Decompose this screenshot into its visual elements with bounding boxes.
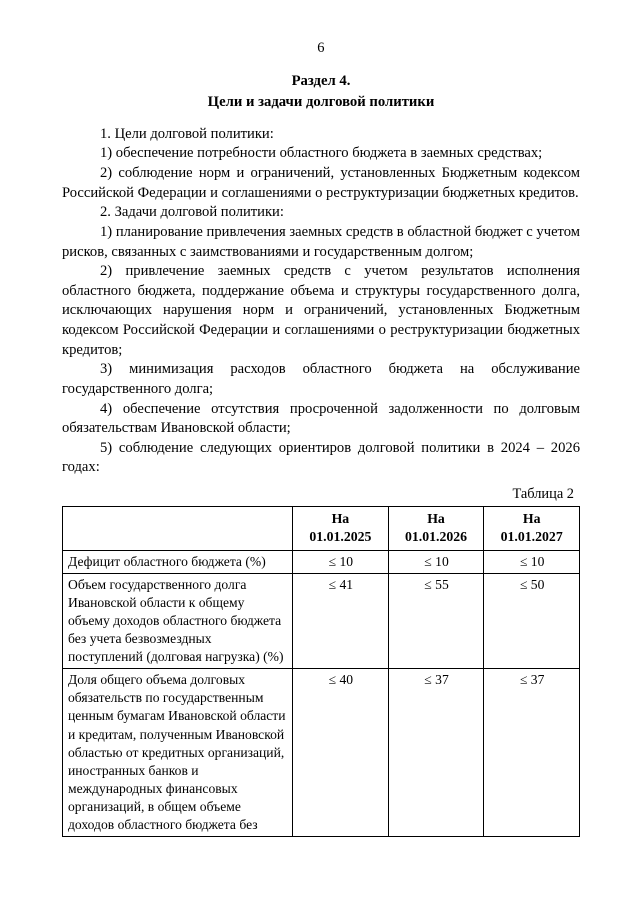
row-label-deficit: Дефицит областного бюджета (%) [63, 550, 293, 573]
row-value-2025: ≤ 40 [293, 669, 389, 837]
paragraph-goal-1: 1) обеспечение потребности областного бюджета в заемных средствах; [100, 145, 543, 162]
row-value-2026: ≤ 37 [388, 669, 484, 837]
row-value-2025: ≤ 41 [293, 573, 389, 668]
row-label-securities-share: Доля общего объема долговых обязательств по государственным ценным бумагам Ивановской области и кредитам, полученным Ивановской областью от кредитных организаций, иностранных банков и международных финансовых организаций, в общем объеме доходов областного бюджета без [63, 669, 293, 837]
table-header-row [63, 507, 580, 551]
table-header-cell-2025 [293, 507, 389, 551]
header-line-2: 01.01.2026 [404, 528, 468, 544]
header-line-2: 01.01.2027 [500, 528, 563, 544]
table-header-cell-label [63, 507, 293, 551]
page-number: 6 [317, 40, 325, 56]
paragraph-task-3: 3) минимизация расходов областного бюджета на обслуживание государственного долга; [62, 361, 580, 397]
table-header-cell-2027 [484, 507, 580, 551]
row-value-2027: ≤ 50 [484, 573, 580, 668]
row-value-2026: ≤ 10 [388, 550, 484, 573]
row-value-2027: ≤ 37 [484, 669, 580, 837]
paragraph-task-5: 5) соблюдение следующих ориентиров долговой политики в 2024 – 2026 годах: [62, 439, 580, 476]
row-value-2025: ≤ 10 [293, 550, 389, 573]
paragraph-task-2: 2) привлечение заемных средств с учетом результатов исполнения областного бюджета, поддержание объема и структуры государственного долга, исключающих нарушения норм и ограничений, установленных Бюджетным кодексом Российской Федерации и соглашениями о реструктуризации бюджетных кредитов; [62, 263, 580, 358]
paragraph-task-4: 4) обеспечение отсутствия просроченной задолженности по долговым обязательствам Ивановской области; [62, 400, 580, 437]
header-line-1: На [427, 511, 445, 526]
paragraph-tasks-intro: 2. Задачи долговой политики: [100, 204, 284, 221]
table-row [63, 669, 580, 837]
header-line-1: На [331, 511, 350, 526]
indicators-table [62, 506, 580, 837]
paragraph-goal-2: 2) соблюдение норм и ограничений, установленных Бюджетным кодексом Российской Федерации и соглашениями о реструктуризации бюджетных кредитов. [62, 165, 580, 201]
page-title: Цели и задачи долговой политики [207, 93, 435, 110]
row-value-2026: ≤ 55 [388, 573, 484, 668]
header-line-2: 01.01.2025 [309, 528, 372, 544]
table-row [63, 573, 580, 668]
row-label-debt-volume: Объем государственного долга Ивановской области к общему объему доходов областного бюджета без учета безвозмездных поступлений (долговая нагрузка) (%) [63, 573, 293, 668]
section-heading: Раздел 4. [291, 73, 351, 89]
paragraph-task-1: 1) планирование привлечения заемных средств в областной бюджет с учетом рисков, связанных с заимствованиями и государственным долгом; [62, 223, 580, 260]
row-value-2027: ≤ 10 [484, 550, 580, 573]
table-header-cell-2026 [388, 507, 484, 551]
table-row [63, 550, 580, 573]
table-caption: Таблица 2 [512, 486, 574, 502]
header-line-1: На [522, 511, 541, 526]
paragraph-goals-intro: 1. Цели долговой политики: [100, 125, 274, 142]
